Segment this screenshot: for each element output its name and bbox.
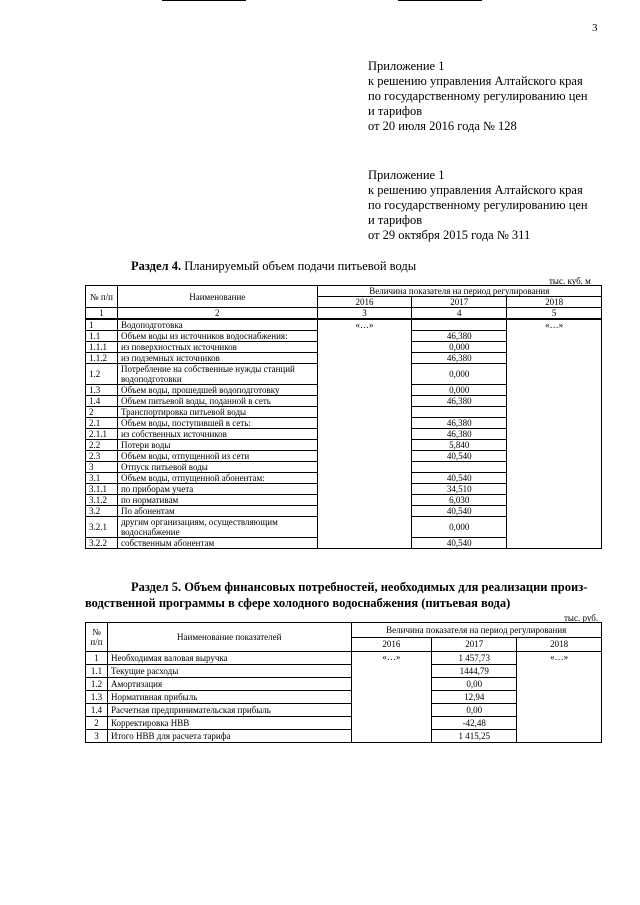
row-num: 2.1 — [86, 418, 118, 429]
appendix-line: от 29 октября 2015 года № 311 — [368, 228, 531, 242]
row-num: 1.1.2 — [86, 353, 118, 364]
section5-title-line2 — [85, 596, 510, 611]
table-row — [86, 319, 602, 331]
row-num: 3.2.1 — [86, 517, 118, 538]
row-value-2017: 46,380 — [412, 429, 507, 440]
row-num: 1.2 — [86, 364, 118, 385]
row-num: 2 — [86, 407, 118, 418]
row-num: 2.2 — [86, 440, 118, 451]
row-value-2017: 0,00 — [432, 704, 517, 717]
table-row — [86, 652, 602, 665]
section4-title-text: Планируемый объем подачи питьевой воды — [181, 259, 417, 273]
row-value-2017: 40,540 — [412, 473, 507, 484]
appendix-line: Приложение 1 — [368, 168, 445, 182]
row-name: по приборам учета — [117, 484, 317, 495]
section5-title-line1 — [131, 580, 587, 595]
row-value-2017: 0,000 — [412, 364, 507, 385]
value-2018-marker: «…» — [517, 652, 602, 743]
top-rule-right — [398, 0, 482, 1]
row-name: По абонентам — [117, 506, 317, 517]
row-name: Нормативная прибыль — [107, 691, 351, 704]
section4-title-bold: Раздел 4. — [131, 259, 182, 273]
row-num: 2 — [86, 717, 108, 730]
row-name: Транспортировка питьевой воды — [117, 407, 317, 418]
section5-title-bold: Раздел 5. — [131, 580, 182, 594]
row-value-2017: 1 457,73 — [432, 652, 517, 665]
row-value-2017: 40,540 — [412, 451, 507, 462]
row-name: Потребление на собственные нужды станций водоподготовки — [117, 364, 317, 385]
row-name: Объем воды, поступившей в сеть: — [117, 418, 317, 429]
header-2016: 2016 — [317, 297, 412, 308]
row-value-2017: 40,540 — [412, 538, 507, 549]
row-num: 1.1.1 — [86, 342, 118, 353]
row-name: Отпуск питьевой воды — [117, 462, 317, 473]
row-name: из подземных источников — [117, 353, 317, 364]
row-num: 1.3 — [86, 691, 108, 704]
appendix-line: Приложение 1 — [368, 59, 445, 73]
row-value-2017 — [412, 462, 507, 473]
row-value-2017: -42,48 — [432, 717, 517, 730]
row-num: 1.4 — [86, 396, 118, 407]
col-number: 2 — [117, 308, 317, 320]
header-2017: 2017 — [412, 297, 507, 308]
row-num: 1.3 — [86, 385, 118, 396]
appendix-line: к решению управления Алтайского края — [368, 74, 583, 88]
appendix-line: от 20 июля 2016 года № 128 — [368, 119, 517, 133]
row-value-2017: 0,00 — [432, 678, 517, 691]
row-num: 2.3 — [86, 451, 118, 462]
row-value-2017: 1 415,25 — [432, 730, 517, 743]
row-name: собственным абонентам — [117, 538, 317, 549]
row-num: 1.2 — [86, 678, 108, 691]
row-value-2017: 0,000 — [412, 342, 507, 353]
row-name: Амортизация — [107, 678, 351, 691]
section4-table — [85, 285, 602, 549]
row-name: Объем воды из источников водоснабжения: — [117, 331, 317, 342]
row-num: 3.2 — [86, 506, 118, 517]
row-value-2017 — [412, 407, 507, 418]
appendix-line: и тарифов — [368, 104, 423, 118]
row-name: Объем воды, прошедшей водоподготовку — [117, 385, 317, 396]
row-name: по нормативам — [117, 495, 317, 506]
row-value-2017: 0,000 — [412, 517, 507, 538]
appendix-line: по государственному регулированию цен — [368, 198, 588, 212]
header-num: № п/п — [86, 286, 118, 308]
header-2016: 2016 — [351, 637, 432, 652]
row-name: Потери воды — [117, 440, 317, 451]
row-name: из поверхностных источников — [117, 342, 317, 353]
row-num: 2.1.1 — [86, 429, 118, 440]
header-num: № п/п — [86, 623, 108, 652]
row-num: 3.1.1 — [86, 484, 118, 495]
section4-title — [131, 259, 416, 274]
row-num: 1 — [86, 652, 108, 665]
row-name: Водоподготовка — [117, 319, 317, 331]
row-value-2017: 6,030 — [412, 495, 507, 506]
appendix-line: и тарифов — [368, 213, 423, 227]
row-value-2017: 0,000 — [412, 385, 507, 396]
row-value-2017: 34,510 — [412, 484, 507, 495]
row-value-2017: 12,94 — [432, 691, 517, 704]
appendix-line: к решению управления Алтайского края — [368, 183, 583, 197]
value-2018-marker: «…» — [507, 319, 602, 549]
appendix-block-2016 — [368, 59, 588, 134]
row-value-2017 — [412, 319, 507, 331]
row-num: 3.2.2 — [86, 538, 118, 549]
row-name: из собственных источников — [117, 429, 317, 440]
row-num: 1 — [86, 319, 118, 331]
row-num: 3 — [86, 730, 108, 743]
value-2016-marker: «…» — [317, 319, 412, 549]
page-number: 3 — [592, 22, 598, 34]
header-2018: 2018 — [517, 637, 602, 652]
section5-title-text-2: водственной программы в сфере холодного водоснабжения (питьевая вода) — [85, 596, 511, 610]
row-name: Текущие расходы — [107, 665, 351, 678]
col-number: 1 — [86, 308, 118, 320]
col-number: 4 — [412, 308, 507, 320]
row-value-2017: 46,380 — [412, 353, 507, 364]
row-num: 3.1 — [86, 473, 118, 484]
row-value-2017: 5,840 — [412, 440, 507, 451]
section5-table — [85, 622, 602, 743]
col-number: 3 — [317, 308, 412, 320]
header-name: Наименование показателей — [107, 623, 351, 652]
row-name: другим организациям, осуществляющим водоснабжение — [117, 517, 317, 538]
row-value-2017: 46,380 — [412, 396, 507, 407]
row-name: Расчетная предпринимательская прибыль — [107, 704, 351, 717]
row-num: 1.1 — [86, 331, 118, 342]
header-period: Величина показателя на период регулирования — [351, 623, 602, 638]
row-name: Объем воды, отпущенной абонентам: — [117, 473, 317, 484]
row-value-2017: 1444,79 — [432, 665, 517, 678]
top-rule-left — [162, 0, 246, 1]
value-2016-marker: «…» — [351, 652, 432, 743]
row-value-2017: 46,380 — [412, 331, 507, 342]
section5-unit: тыс. руб. — [564, 613, 599, 623]
header-name: Наименование — [117, 286, 317, 308]
header-period: Величина показателя на период регулирования — [317, 286, 601, 297]
row-name: Итого НВВ для расчета тарифа — [107, 730, 351, 743]
row-num: 3 — [86, 462, 118, 473]
section5-title-text: Объем финансовых потребностей, необходимых для реализации произ- — [181, 580, 588, 594]
row-name: Объем воды, отпущенной из сети — [117, 451, 317, 462]
section4-unit: тыс. куб. м — [549, 276, 591, 286]
header-2018: 2018 — [507, 297, 602, 308]
row-name: Объем питьевой воды, поданной в сеть — [117, 396, 317, 407]
row-num: 1.4 — [86, 704, 108, 717]
row-name: Необходимая валовая выручка — [107, 652, 351, 665]
row-num: 1.1 — [86, 665, 108, 678]
row-name: Корректировка НВВ — [107, 717, 351, 730]
row-num: 3.1.2 — [86, 495, 118, 506]
row-value-2017: 40,540 — [412, 506, 507, 517]
col-number: 5 — [507, 308, 602, 320]
appendix-line: по государственному регулированию цен — [368, 89, 588, 103]
row-value-2017: 46,380 — [412, 418, 507, 429]
appendix-block-2015 — [368, 168, 588, 243]
header-2017: 2017 — [432, 637, 517, 652]
